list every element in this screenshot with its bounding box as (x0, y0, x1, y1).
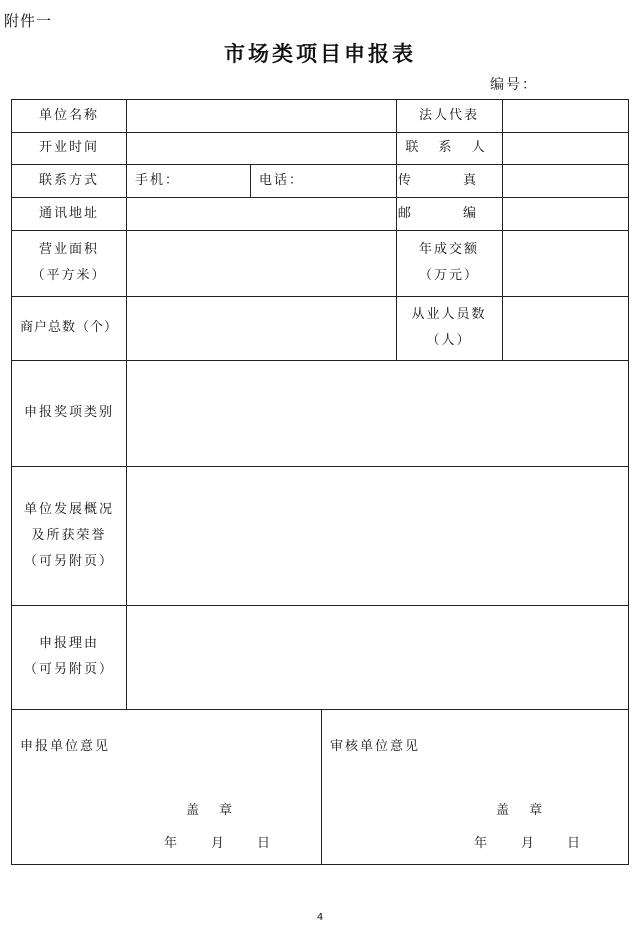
attachment-label: 附件一 (4, 12, 53, 30)
turnover-label (396, 230, 502, 296)
applicant-opinion-box[interactable] (12, 709, 321, 865)
contact-method-label: 联系方式 (38, 172, 99, 188)
reason-label (12, 605, 126, 709)
reviewer-day-label: 日 (567, 836, 583, 851)
applicant-day-label: 日 (257, 836, 273, 851)
contact-person-field[interactable] (503, 132, 628, 164)
employees-label (396, 296, 502, 360)
open-time-label: 开业时间 (38, 140, 99, 155)
postcode-field[interactable] (503, 197, 628, 230)
legal-rep-field[interactable] (503, 100, 628, 132)
open-time-field[interactable] (127, 132, 396, 164)
employees-field[interactable] (503, 296, 628, 360)
phone-field[interactable]: 电话： (259, 172, 305, 188)
development-line-3: （可另附页） (23, 553, 114, 569)
turnover-field[interactable] (503, 230, 628, 296)
area-label-text: 营业面积 (38, 242, 99, 257)
area-field[interactable] (127, 230, 396, 296)
application-form-table (11, 99, 629, 865)
category-label: 申报奖项类别 (23, 405, 114, 420)
category-field[interactable] (127, 360, 628, 466)
area-label (12, 230, 126, 296)
fax-label: 传 真 (397, 172, 501, 188)
reviewer-opinion-label: 审核单位意见 (330, 739, 421, 754)
page-number: 4 (316, 912, 324, 923)
employees-unit-text: （人） (426, 333, 472, 348)
address-label: 通讯地址 (38, 205, 99, 221)
applicant-year-label: 年 (164, 836, 180, 851)
development-line-1: 单位发展概况 (23, 501, 114, 517)
address-field[interactable] (127, 197, 396, 230)
applicant-month-label: 月 (211, 836, 227, 851)
merchants-label: 商户总数（个） (19, 320, 118, 335)
form-title: 市场类项目申报表 (224, 42, 416, 66)
fax-field[interactable] (503, 164, 628, 197)
applicant-opinion-label: 申报单位意见 (20, 739, 111, 754)
turnover-label-text: 年成交额 (418, 242, 479, 257)
area-unit-text: （平方米） (31, 268, 107, 283)
unit-name-label: 单位名称 (38, 108, 99, 123)
reason-field[interactable] (127, 605, 628, 709)
mobile-field[interactable]: 手机： (135, 172, 181, 188)
contact-person-label: 联 系 人 (405, 140, 493, 155)
postcode-label: 邮 编 (397, 205, 501, 221)
unit-name-field[interactable] (127, 100, 396, 132)
development-label (12, 466, 126, 605)
development-field[interactable] (127, 466, 628, 605)
applicant-seal-label: 盖 章 (186, 803, 241, 818)
turnover-unit-text: （万元） (418, 268, 479, 283)
reason-line-2: （可另附页） (23, 662, 114, 677)
reviewer-seal-label: 盖 章 (496, 803, 551, 818)
reviewer-opinion-box[interactable] (322, 709, 628, 865)
serial-number-label: 编号： (490, 77, 538, 93)
reviewer-year-label: 年 (474, 836, 490, 851)
development-line-2: 及所获荣誉 (31, 527, 107, 543)
employees-label-text: 从业人员数 (411, 307, 487, 322)
legal-rep-label: 法人代表 (418, 108, 479, 123)
merchants-field[interactable] (127, 296, 396, 360)
reason-line-1: 申报理由 (38, 636, 99, 651)
reviewer-month-label: 月 (521, 836, 537, 851)
